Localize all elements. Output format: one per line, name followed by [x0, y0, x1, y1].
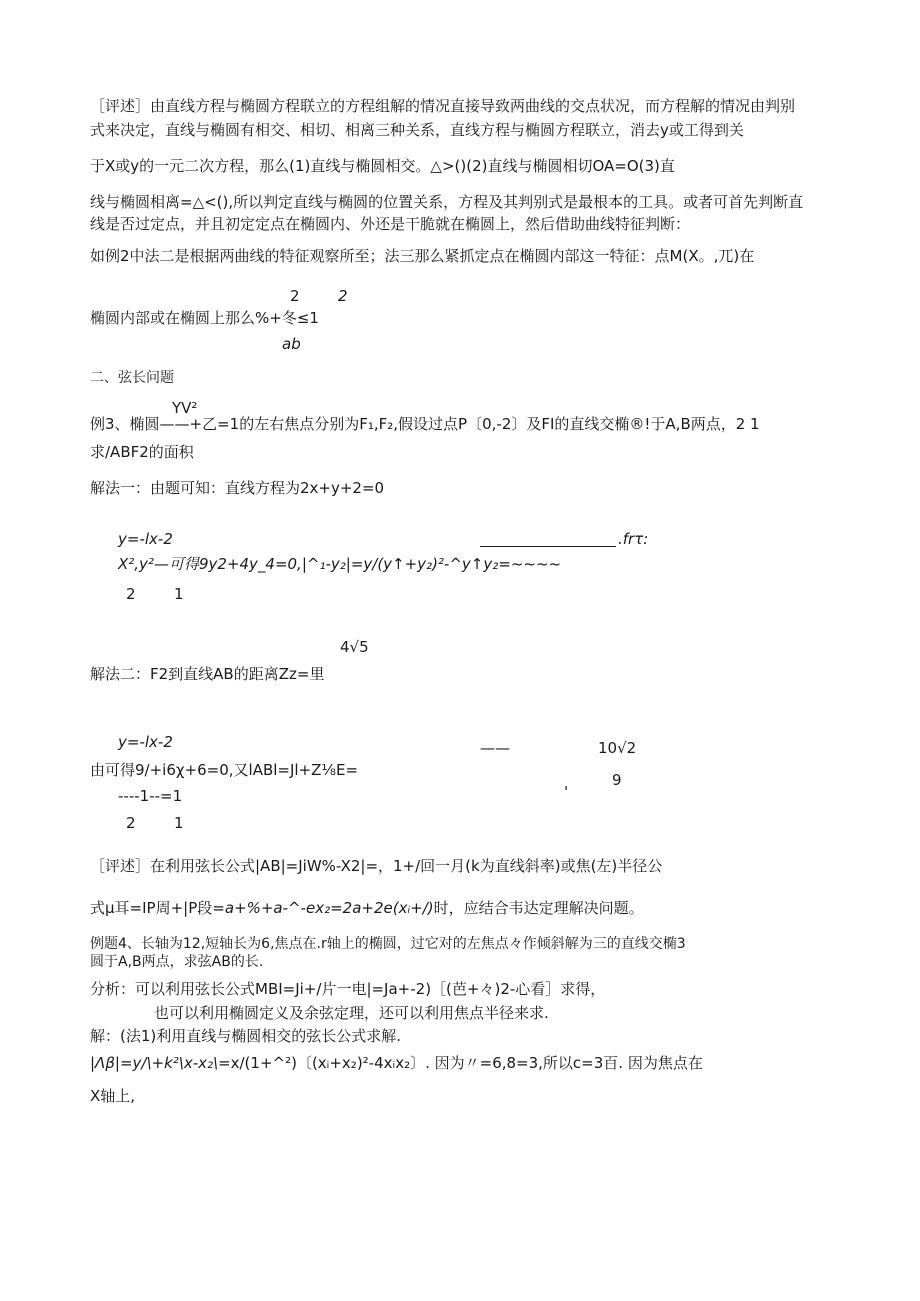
solution2-dash: —— [480, 739, 510, 757]
paragraph-comment-line-1: ［评述］由直线方程与椭圆方程联立的方程组解的情况直接导致两曲线的交点状况，而方程解的情况由判别 [90, 97, 796, 115]
comment2-line-2 [90, 898, 644, 918]
example3-superscript: YV² [172, 399, 198, 417]
comment2-line-1: ［评述］在利用弦长公式|AB|=JiW%-X2|=，1+/回一月(k为直线斜率)或焦(左)半径公 [90, 857, 663, 875]
example4-line-1: 例题4、长轴为12,短轴长为6,焦点在.r轴上的椭圆，过它对的左焦点々作倾斜解为三的直线交椭3 [90, 936, 686, 952]
solution1-system-eq1: y=-lx-2 [118, 530, 173, 548]
paragraph-comment-line-4: 线与椭圆相离=△<(),所以判定直线与椭圆的位置关系，方程及其判别式是最根本的工具。或者可首先判断直 [90, 193, 804, 211]
solution2-result: 由可得9∕+i6χ+6=0,又lABl=Jl+Z⅛E= [90, 761, 359, 779]
section-heading-chord-length: 二、弦长问题 [90, 370, 174, 386]
paragraph-comment-line-6: 如例2中法二是根据两曲线的特征观察所至；法三那么紧抓定点在椭圆内部这一特征：点M(X。,兀)在 [90, 247, 755, 265]
analysis-line-1: 分析：可以利用弦长公式MBI=Ji+/片一电|=Ja+-2)［(芭+々)2-心看］求得， [90, 980, 606, 998]
fraction-denominator: ab [282, 335, 301, 353]
solution2-system-eq1: y=-lx-2 [118, 733, 173, 751]
paragraph-comment-line-5: 线是否过定点，并且初定定点在椭圆内、外还是干脆就在椭圆上，然后借助曲线特征判断： [90, 215, 691, 233]
solution1-denominator-1: 2 [126, 585, 136, 603]
example3-line-2: 求/ABF2的面积 [90, 443, 194, 461]
solution1-heading: 解法一：由题可知：直线方程为2x+y+2=0 [90, 479, 385, 497]
solution1-denominator-2: 1 [174, 585, 184, 603]
fraction-numerator-2: 2 [338, 287, 348, 305]
solution2-fraction-numerator: 10√2 [598, 739, 637, 757]
solution2-heading: 解法二：F2到直线AB的距离Zz=里 [90, 665, 325, 683]
comment2-formula: a+%+a-^-ex₂=2a+2e(xᵢ+/) [224, 899, 434, 917]
chord-length-formula-line [90, 1053, 703, 1073]
solution-method1: 解：(法1)利用直线与椭圆相交的弦长公式求解. [90, 1027, 402, 1045]
ellipse-inside-condition: 椭圆内部或在椭圆上那么%+冬≤1 [90, 309, 319, 327]
example4-line-2: 圆于A,B两点，求弦AB的长. [90, 954, 264, 970]
chord-length-formula: |Λβ|=y/\+k²\x-x₂\= [90, 1054, 231, 1072]
paragraph-comment-line-2: 式来决定，直线与椭圆有相交、相切、相离三种关系，直线方程与椭圆方程联立，消去y或工得到关 [90, 121, 744, 139]
comment2-focal-radius: 式μ耳=IP周+|P段= [90, 899, 225, 917]
blank-underline-1 [480, 546, 616, 547]
analysis-line-2: 也可以利用椭圆定义及余弦定理，还可以利用焦点半径来求. [154, 1004, 549, 1022]
fraction-numerator-1: 2 [290, 287, 300, 305]
solution2-denominator-2: 1 [174, 814, 184, 832]
solution2-denominator-1: 2 [126, 814, 136, 832]
stray-mark: ' [564, 783, 569, 801]
paragraph-comment-line-3: 于X或y的一元二次方程，那么(1)直线与椭圆相交。△>()(2)直线与椭圆相切OA=O(3)直 [90, 157, 675, 175]
solution2-system-eq2: ----1--=1 [118, 787, 183, 805]
example3-line-1: 例3、椭圆——+乙=1的左右焦点分别为F₁,F₂,假设过点P〔0,-2〕及FI的直线交椭®!于A,B两点，2 1 [90, 415, 760, 433]
comment2-conclusion: 时，应结合韦达定理解决问题。 [433, 899, 644, 917]
distance-numerator: 4√5 [340, 638, 369, 656]
chord-length-formula-cont: x/(1+^²)〔(xᵢ+x₂)²-4xᵢx₂〕. 因为〃=6,8=3,所以c=3百. 因为焦点在 [230, 1054, 703, 1072]
solution1-system-result: X²,y²—可得9y2+4y_4=0,|^₁-y₂|=y/(y↑+y₂)²-^y↑y₂=~~~~ [118, 555, 562, 573]
x-axis-line: X轴上, [90, 1087, 136, 1105]
solution2-fraction-denominator: 9 [612, 771, 622, 789]
solution1-annotation: .frτ: [618, 530, 649, 548]
